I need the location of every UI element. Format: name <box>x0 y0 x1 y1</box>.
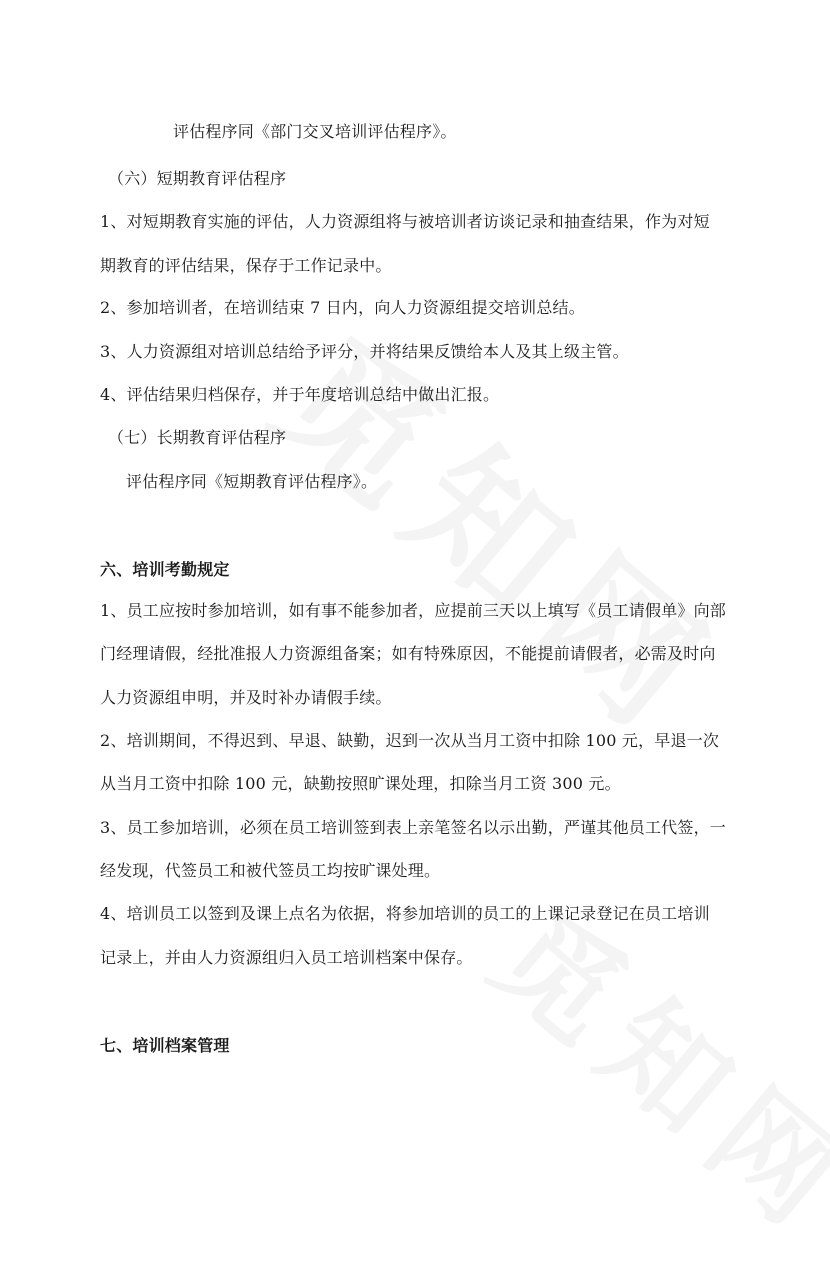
paragraph-line: 从当月工资中扣除 100 元，缺勤按照旷课处理，扣除当月工资 300 元。 <box>100 774 621 793</box>
paragraph-line: 2、培训期间，不得迟到、早退、缺勤，迟到一次从当月工资中扣除 100 元，早退一次 <box>100 731 720 750</box>
paragraph-line: 期教育的评估结果，保存于工作记录中。 <box>100 256 392 275</box>
paragraph-line: 经发现，代签员工和被代签员工均按旷课处理。 <box>100 861 441 880</box>
section-heading: 六、培训考勤规定 <box>100 560 230 579</box>
paragraph-line: 1、对短期教育实施的评估，人力资源组将与被培训者访谈记录和抽查结果，作为对短 <box>100 212 710 231</box>
paragraph-line: 4、评估结果归档保存，并于年度培训总结中做出汇报。 <box>100 385 500 404</box>
paragraph-line: 门经理请假，经批准报人力资源组备案；如有特殊原因，不能提前请假者，必需及时向 <box>100 644 716 663</box>
paragraph-line: 3、人力资源组对培训总结给予评分，并将结果反馈给本人及其上级主管。 <box>100 342 629 361</box>
paragraph-line: 评估程序同《部门交叉培训评估程序》。 <box>173 122 457 141</box>
section-heading: 七、培训档案管理 <box>100 1036 230 1055</box>
paragraph-line: 1、员工应按时参加培训，如有事不能参加者，应提前三天以上填写《员工请假单》向部 <box>100 601 726 620</box>
section-subheading: （六）短期教育评估程序 <box>108 169 287 188</box>
watermark-text-secondary <box>464 865 830 1267</box>
paragraph-line: 4、培训员工以签到及课上点名为依据，将参加培训的员工的上课记录登记在员工培训 <box>100 904 710 923</box>
paragraph-line: 评估程序同《短期教育评估程序》。 <box>126 472 378 491</box>
paragraph-line: 3、员工参加培训，必须在员工培训签到表上亲笔签名以示出勤，严谨其他员工代签，一 <box>100 818 726 837</box>
section-subheading: （七）长期教育评估程序 <box>108 428 287 447</box>
paragraph-line: 记录上，并由人力资源组归入员工培训档案中保存。 <box>100 948 473 967</box>
paragraph-line: 人力资源组申明，并及时补办请假手续。 <box>100 688 392 707</box>
paragraph-line: 2、参加培训者，在培训结束 7 日内，向人力资源组提交培训总结。 <box>100 298 585 317</box>
